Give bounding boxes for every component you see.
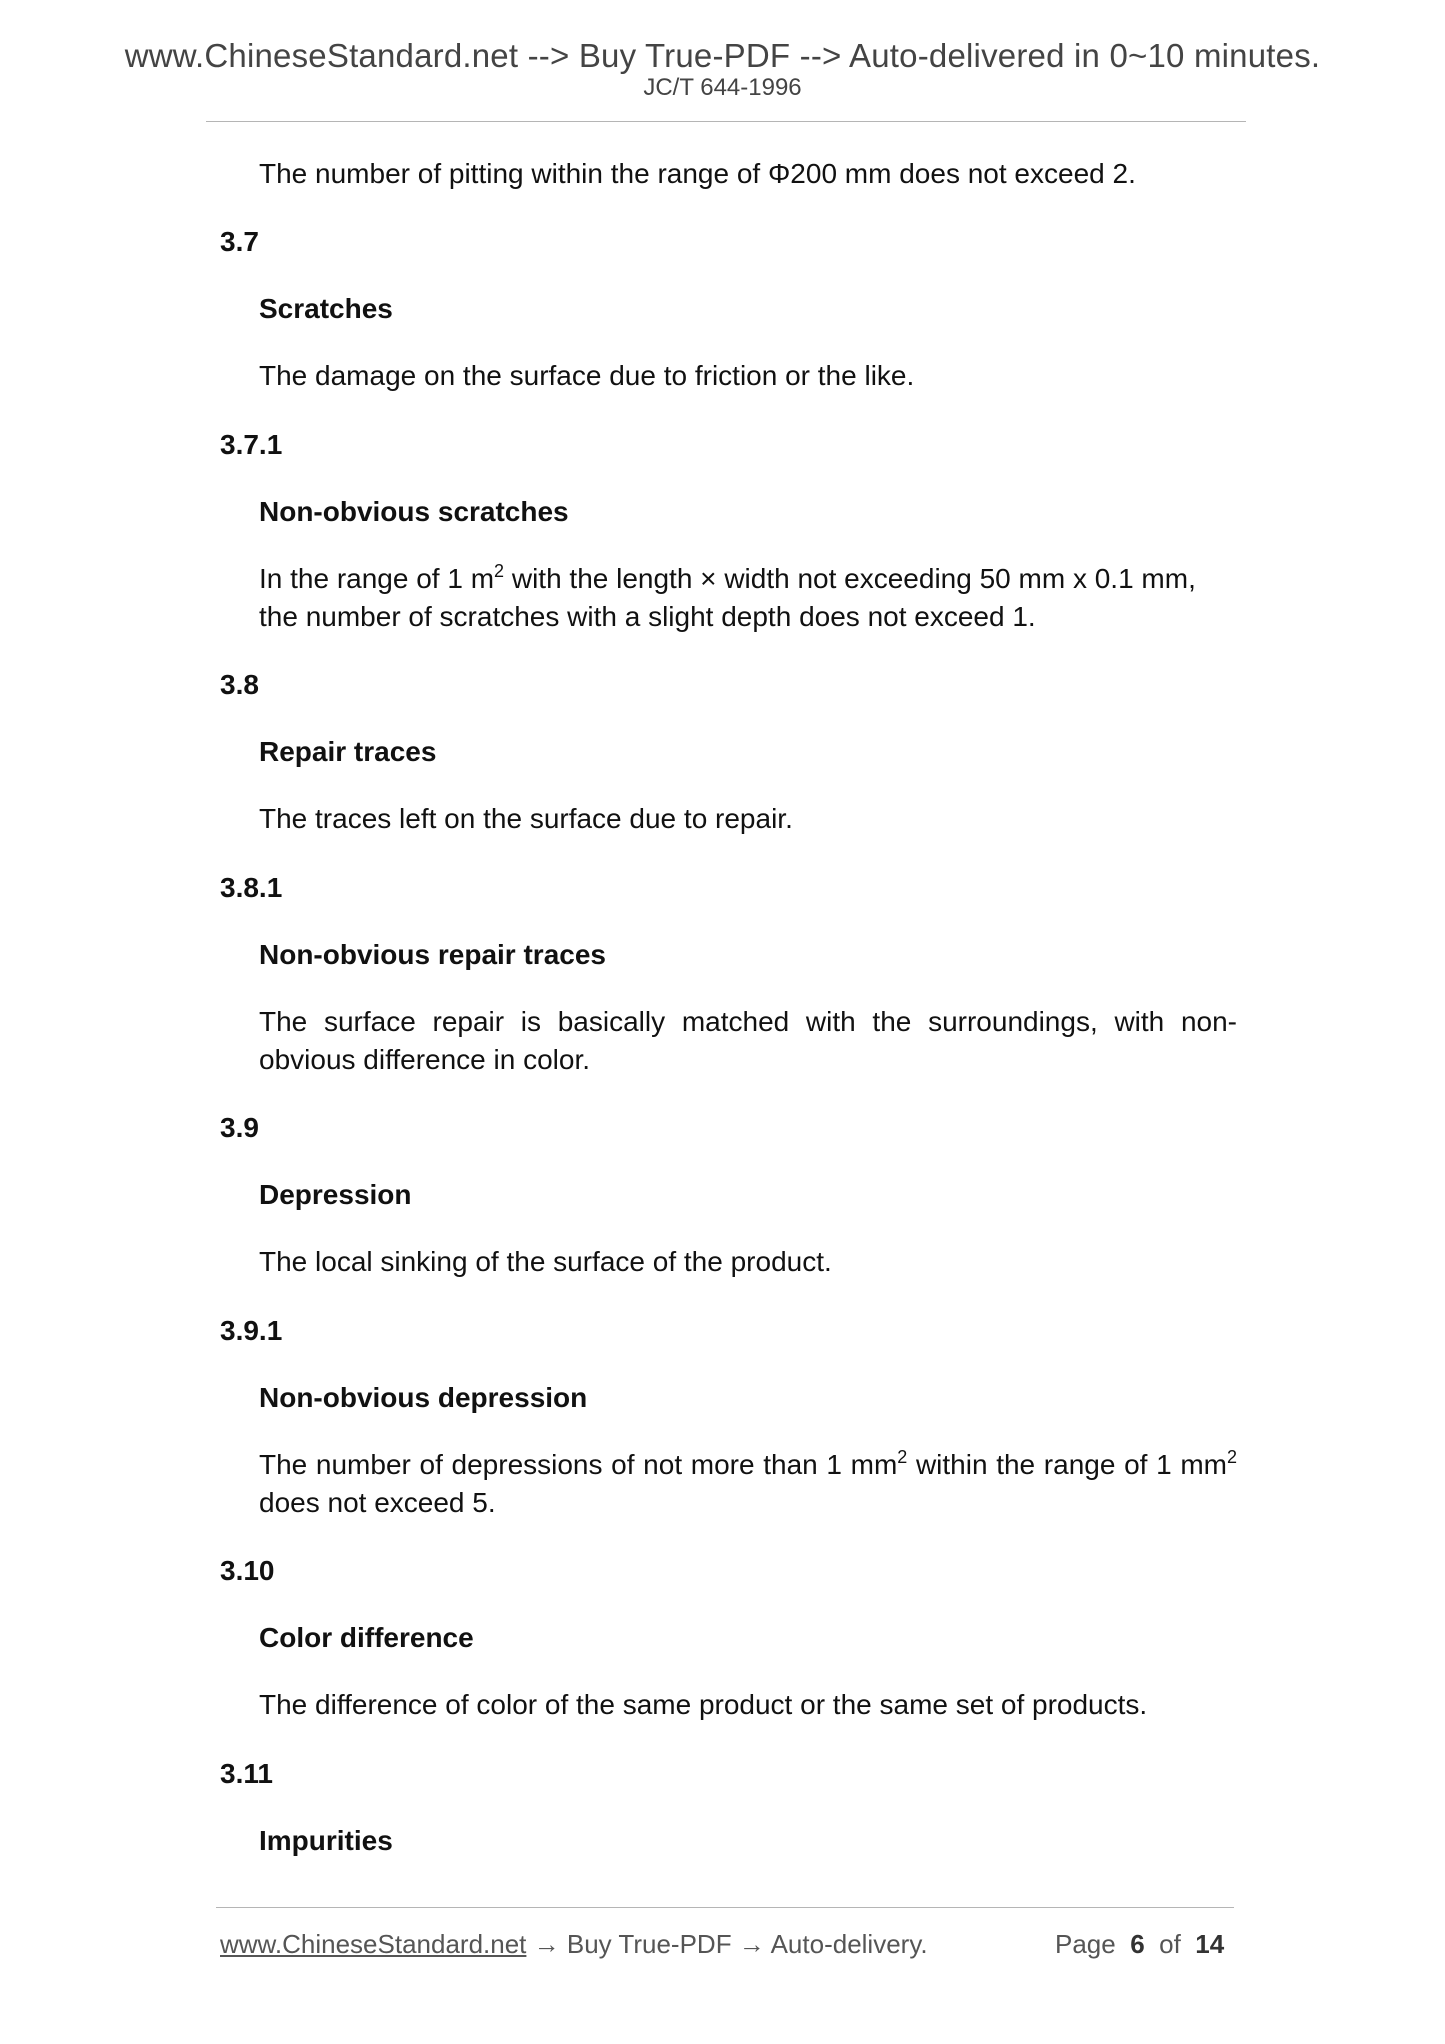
- clause-3-10-term: Color difference: [259, 1622, 474, 1653]
- definition-text: within the range of 1 mm: [907, 1449, 1227, 1480]
- definition-text: The number of depressions of not more than 1 mm: [259, 1449, 898, 1480]
- definition-text: does not exceed 5.: [259, 1487, 496, 1518]
- superscript: 2: [494, 561, 505, 581]
- page-indicator: [1055, 1929, 1224, 1959]
- page-number: 6: [1130, 1929, 1145, 1959]
- clause-3-8-definition: The traces left on the surface due to repair.: [259, 803, 793, 834]
- clause-3-8-1-definition: The surface repair is basically matched with the surroundings, with non-obvious difference in color.: [259, 1006, 1237, 1075]
- definition-text: with the length × width not exceeding 50 mm x 0.1 mm, the number of scratches with a slight depth does not exceed 1.: [259, 563, 1196, 632]
- footer-links: [220, 1929, 928, 1959]
- clause-3-7-term: Scratches: [259, 293, 393, 324]
- definition-text: In the range of 1 m: [259, 563, 495, 594]
- clause-3-9-1-term: Non-obvious depression: [259, 1382, 588, 1413]
- clause-3-8-1-term: Non-obvious repair traces: [259, 939, 606, 970]
- clause-3-7-1-number: 3.7.1: [220, 429, 283, 460]
- clause-3-11-number: 3.11: [220, 1758, 273, 1789]
- arrow-icon: →: [533, 1929, 560, 1959]
- clause-3-9-term: Depression: [259, 1179, 412, 1210]
- intro-paragraph: The number of pitting within the range of Φ200 mm does not exceed 2.: [259, 158, 1136, 189]
- page-total: 14: [1195, 1929, 1225, 1959]
- clause-3-11-term: Impurities: [259, 1825, 393, 1856]
- clause-3-9-definition: The local sinking of the surface of the product.: [259, 1246, 832, 1277]
- clause-3-8-1-number: 3.8.1: [220, 872, 283, 903]
- clause-3-7-1-term: Non-obvious scratches: [259, 496, 569, 527]
- footer-buy-text: Buy True-PDF: [559, 1929, 739, 1959]
- arrow-icon: →: [738, 1929, 765, 1959]
- header-divider: [206, 121, 1246, 122]
- footer-delivery-text: Auto-delivery.: [764, 1929, 928, 1959]
- clause-3-8-term: Repair traces: [259, 736, 437, 767]
- document-code: JC/T 644-1996: [643, 74, 802, 101]
- superscript: 2: [1226, 1447, 1237, 1467]
- top-banner: www.ChineseStandard.net --> Buy True-PDF --> Auto-delivered in 0~10 minutes.: [124, 37, 1321, 74]
- clause-3-9-number: 3.9: [220, 1112, 259, 1143]
- clause-3-10-definition: The difference of color of the same product or the same set of products.: [259, 1689, 1148, 1720]
- superscript: 2: [897, 1447, 908, 1467]
- clause-3-7-number: 3.7: [220, 226, 259, 257]
- clause-3-9-1-definition: [259, 1446, 1237, 1522]
- clause-3-7-1-definition: [259, 560, 1237, 636]
- of-label: of: [1159, 1929, 1181, 1959]
- clause-3-10-number: 3.10: [220, 1555, 275, 1586]
- page-label: Page: [1055, 1929, 1116, 1959]
- clause-3-7-definition: The damage on the surface due to friction or the like.: [259, 360, 915, 391]
- clause-3-9-1-number: 3.9.1: [220, 1315, 283, 1346]
- footer-site-link[interactable]: www.ChineseStandard.net: [220, 1929, 527, 1959]
- footer-divider: [216, 1907, 1234, 1908]
- clause-3-8-number: 3.8: [220, 669, 259, 700]
